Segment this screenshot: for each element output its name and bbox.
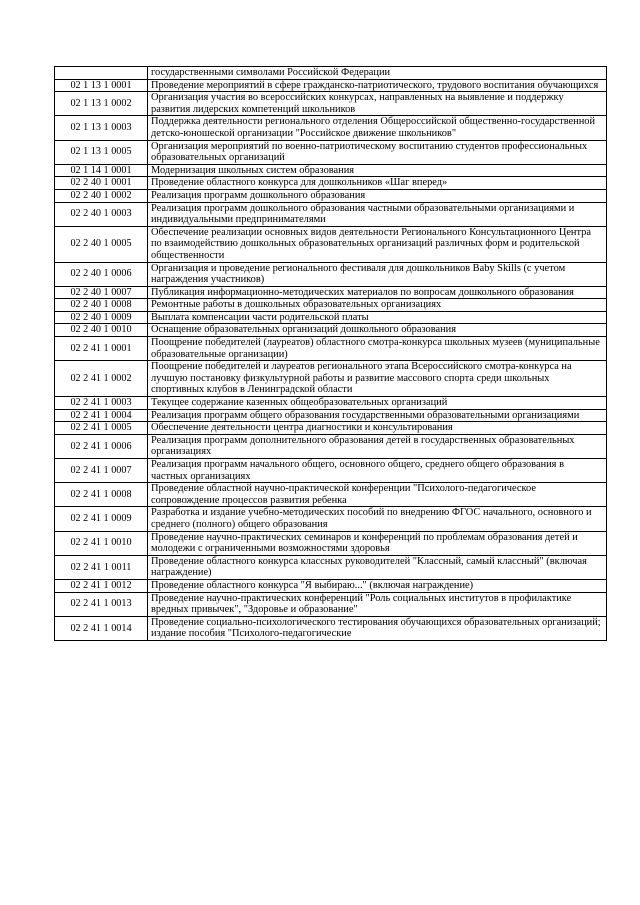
row-code: 02 2 40 1 0010	[55, 324, 148, 337]
row-code: 02 2 41 1 0004	[55, 409, 148, 422]
table-row	[55, 531, 607, 555]
row-text: Проведение областной научно-практической конференции "Психолого-педагогическое сопровождение процессов развития ребенка	[148, 483, 607, 507]
table-row	[55, 299, 607, 312]
row-text: Реализация программ дополнительного образования детей в государственных образовательных организациях	[148, 434, 607, 458]
row-text: Поощрение победителей и лауреатов регионального этапа Всероссийского смотра-конкурса на лучшую постановку физкультурной работы и развитие массового спорта среди школьных спортивных клубов в Ленинградской области	[148, 361, 607, 397]
table-row	[55, 262, 607, 286]
budget-codes-table	[54, 66, 607, 641]
table-row	[55, 92, 607, 116]
row-code: 02 2 41 1 0003	[55, 397, 148, 410]
row-code: 02 2 41 1 0011	[55, 555, 148, 579]
row-code: 02 2 40 1 0009	[55, 311, 148, 324]
row-text: Публикация информационно-методических материалов по вопросам дошкольного образования	[148, 286, 607, 299]
row-text: Выплата компенсации части родительской платы	[148, 311, 607, 324]
row-code: 02 2 40 1 0002	[55, 189, 148, 202]
table-row	[55, 337, 607, 361]
row-code: 02 2 41 1 0012	[55, 579, 148, 592]
row-text: Проведение научно-практических конференций "Роль социальных институтов в профилактике вредных привычек", "Здоровье и образование"	[148, 592, 607, 616]
table-row	[55, 397, 607, 410]
row-code: 02 1 13 1 0003	[55, 116, 148, 140]
table-body	[55, 67, 607, 641]
row-text: Проведение областного конкурса классных руководителей "Классный, самый классный" (включая награждение)	[148, 555, 607, 579]
row-code: 02 2 41 1 0006	[55, 434, 148, 458]
row-text: Поддержка деятельности регионального отделения Общероссийской общественно-государственной детско-юношеской организации "Российское движение школьников"	[148, 116, 607, 140]
row-code	[55, 67, 148, 80]
row-code: 02 2 41 1 0009	[55, 507, 148, 531]
row-code: 02 2 41 1 0007	[55, 459, 148, 483]
row-text: Поощрение победителей (лауреатов) областного смотра-конкурса школьных музеев (муниципальные образовательные организации)	[148, 337, 607, 361]
row-text: Разработка и издание учебно-методических пособий по внедрению ФГОС начального, основного и среднего (полного) общего образования	[148, 507, 607, 531]
table-row	[55, 409, 607, 422]
row-code: 02 2 40 1 0007	[55, 286, 148, 299]
row-text: Текущее содержание казенных общеобразовательных организаций	[148, 397, 607, 410]
row-text: Организация мероприятий по военно-патриотическому воспитанию студентов профессиональных образовательных организаций	[148, 140, 607, 164]
row-text: Организация и проведение регионального фестиваля для дошкольников Baby Skills (с учетом награждения участников)	[148, 262, 607, 286]
row-text: Организация участия во всероссийских конкурсах, направленных на выявление и поддержку развития лидерских компетенций школьников	[148, 92, 607, 116]
row-text: Проведение мероприятий в сфере гражданско-патриотического, трудового воспитания обучающихся	[148, 79, 607, 92]
row-code: 02 2 40 1 0006	[55, 262, 148, 286]
row-code: 02 2 40 1 0005	[55, 226, 148, 262]
table-row	[55, 616, 607, 640]
row-code: 02 2 40 1 0001	[55, 177, 148, 190]
row-text: Обеспечение деятельности центра диагностики и консультирования	[148, 422, 607, 435]
row-code: 02 1 14 1 0001	[55, 164, 148, 177]
row-text: Оснащение образовательных организаций дошкольного образования	[148, 324, 607, 337]
row-code: 02 1 13 1 0005	[55, 140, 148, 164]
table-row	[55, 555, 607, 579]
row-text: Обеспечение реализации основных видов деятельности Регионального Консультационного Центра по взаимодействию дошкольных образовательных организаций различных форм и родительской общественности	[148, 226, 607, 262]
table-row	[55, 67, 607, 80]
row-code: 02 2 41 1 0005	[55, 422, 148, 435]
row-code: 02 2 41 1 0010	[55, 531, 148, 555]
row-text: Реализация программ начального общего, основного общего, среднего общего образования в частных организациях	[148, 459, 607, 483]
row-code: 02 2 41 1 0001	[55, 337, 148, 361]
row-text: Реализация программ дошкольного образования	[148, 189, 607, 202]
table-row	[55, 507, 607, 531]
row-code: 02 2 40 1 0008	[55, 299, 148, 312]
row-text: Проведение научно-практических семинаров и конференций по проблемам образования детей и молодежи с ограниченными возможностями здоровья	[148, 531, 607, 555]
table-row	[55, 226, 607, 262]
table-row	[55, 140, 607, 164]
row-text: государственными символами Российской Федерации	[148, 67, 607, 80]
table-row	[55, 164, 607, 177]
table-row	[55, 286, 607, 299]
table-row	[55, 177, 607, 190]
table-row	[55, 592, 607, 616]
table-row	[55, 579, 607, 592]
row-text: Реализация программ дошкольного образования частными образовательными организациями и индивидуальными предпринимателями	[148, 202, 607, 226]
table-row	[55, 189, 607, 202]
row-code: 02 2 40 1 0003	[55, 202, 148, 226]
table-row	[55, 202, 607, 226]
row-text: Проведение областного конкурса для дошкольников «Шаг вперед»	[148, 177, 607, 190]
row-text: Проведение областного конкурса "Я выбираю..." (включая награждение)	[148, 579, 607, 592]
table-row	[55, 361, 607, 397]
row-code: 02 1 13 1 0001	[55, 79, 148, 92]
table-row	[55, 116, 607, 140]
table-row	[55, 483, 607, 507]
row-text: Проведение социально-психологического тестирования обучающихся образовательных организаций; издание пособия "Психолого-педагогические	[148, 616, 607, 640]
row-code: 02 2 41 1 0008	[55, 483, 148, 507]
table-row	[55, 422, 607, 435]
row-code: 02 2 41 1 0013	[55, 592, 148, 616]
row-code: 02 2 41 1 0002	[55, 361, 148, 397]
row-text: Модернизация школьных систем образования	[148, 164, 607, 177]
table-row	[55, 434, 607, 458]
row-text: Реализация программ общего образования государственными образовательными организациями	[148, 409, 607, 422]
table-row	[55, 311, 607, 324]
table-row	[55, 79, 607, 92]
row-code: 02 2 41 1 0014	[55, 616, 148, 640]
row-code: 02 1 13 1 0002	[55, 92, 148, 116]
table-row	[55, 324, 607, 337]
row-text: Ремонтные работы в дошкольных образовательных организациях	[148, 299, 607, 312]
table-row	[55, 459, 607, 483]
